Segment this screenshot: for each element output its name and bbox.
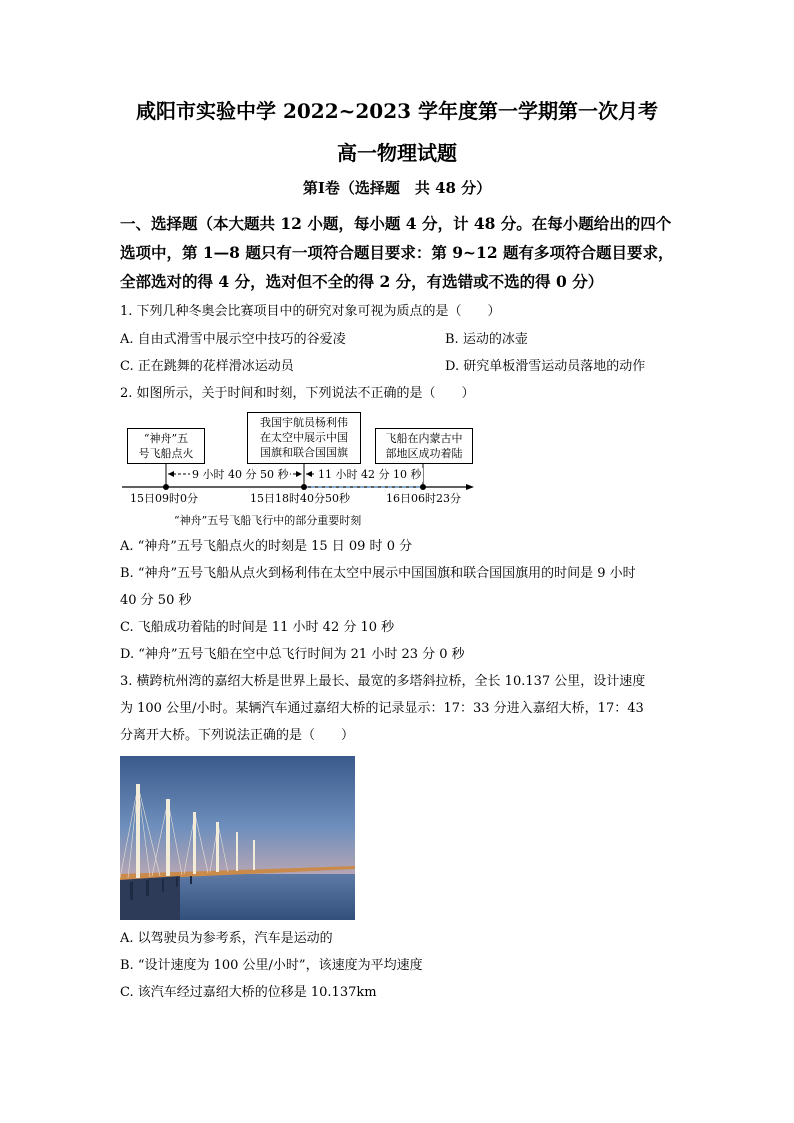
tick-1-label: 15日09时0分 bbox=[130, 492, 198, 505]
q3-stem-line1: 3. 横跨杭州湾的嘉绍大桥是世界上最长、最宽的多塔斜拉桥，全长 10.137 公里，设计速度 bbox=[120, 674, 646, 689]
q2-stem: 2. 如图所示，关于时间和时刻，下列说法不正确的是（ ） bbox=[120, 386, 475, 401]
timeline-tick-3 bbox=[420, 484, 426, 490]
tick-3-label: 16日06时23分 bbox=[386, 492, 461, 505]
q2-option-c: C. 飞船成功着陆的时间是 11 小时 42 分 10 秒 bbox=[120, 620, 395, 635]
q3-option-b: B. “设计速度为 100 公里/小时”，该速度为平均速度 bbox=[120, 958, 423, 973]
q1-option-c: C. 正在跳舞的花样滑冰运动员 bbox=[120, 359, 294, 374]
section-heading: 第Ⅰ卷（选择题 共 48 分） bbox=[302, 179, 492, 197]
q1-option-a: A. 自由式滑雪中展示空中技巧的谷爱凌 bbox=[120, 332, 346, 347]
interval-1-label: 9 小时 40 分 50 秒 bbox=[192, 468, 289, 481]
q1-option-d: D. 研究单板滑雪运动员落地的动作 bbox=[445, 359, 646, 374]
instructions bbox=[120, 209, 680, 296]
timeline-figure bbox=[120, 410, 480, 535]
q1-option-b: B. 运动的冰壶 bbox=[445, 332, 528, 347]
timeline-box-launch: “神舟”五 号飞船点火 bbox=[127, 428, 205, 464]
interval-2-label: 11 小时 42 分 10 秒 bbox=[318, 468, 422, 481]
bridge-photo bbox=[120, 756, 355, 920]
q2-option-b: B. “神舟”五号飞船从点火到杨利伟在太空中展示中国国旗和联合国国旗用的时间是 9 小时 bbox=[120, 566, 636, 581]
q3-stem-line2: 为 100 公里/小时。某辆汽车通过嘉绍大桥的记录显示：17：33 分进入嘉绍大桥，17：43 bbox=[120, 701, 644, 716]
exam-title: 咸阳市实验中学 2022~2023 学年度第一学期第一次月考 bbox=[135, 99, 658, 123]
q3-option-c: C. 该汽车经过嘉绍大桥的位移是 10.137km bbox=[120, 985, 377, 1000]
exam-subtitle: 高一物理试题 bbox=[337, 141, 457, 165]
timeline-box-flag: 我国宇航员杨利伟 在太空中展示中国 国旗和联合国国旗 bbox=[247, 412, 361, 464]
instruction-line: 全部选对的得 4 分，选对但不全的得 2 分，有选错或不选的得 0 分） bbox=[120, 272, 604, 291]
q1-stem: 1. 下列几种冬奥会比赛项目中的研究对象可视为质点的是（ ） bbox=[120, 304, 501, 319]
timeline-box-landing: 飞船在内蒙古中 部地区成功着陆 bbox=[375, 428, 473, 464]
instruction-line: 一、选择题（本大题共 12 小题，每小题 4 分，计 48 分。在每小题给出的四个 bbox=[120, 214, 672, 233]
q3-option-a: A. 以驾驶员为参考系，汽车是运动的 bbox=[120, 931, 333, 946]
figure-caption: “神舟”五号飞船飞行中的部分重要时刻 bbox=[174, 514, 362, 527]
q2-option-a: A. “神舟”五号飞船点火的时刻是 15 日 09 时 0 分 bbox=[120, 539, 413, 554]
q2-option-d: D. “神舟”五号飞船在空中总飞行时间为 21 小时 23 分 0 秒 bbox=[120, 647, 465, 662]
q2-option-b-cont: 40 分 50 秒 bbox=[120, 593, 192, 608]
tick-2-label: 15日18时40分50秒 bbox=[250, 492, 350, 505]
instruction-line: 选项中，第 1—8 题只有一项符合题目要求：第 9~12 题有多项符合题目要求， bbox=[120, 243, 674, 262]
timeline-tick-1 bbox=[163, 484, 169, 490]
q3-stem-line3: 分离开大桥。下列说法正确的是（ ） bbox=[120, 728, 355, 743]
timeline-tick-2 bbox=[301, 484, 307, 490]
